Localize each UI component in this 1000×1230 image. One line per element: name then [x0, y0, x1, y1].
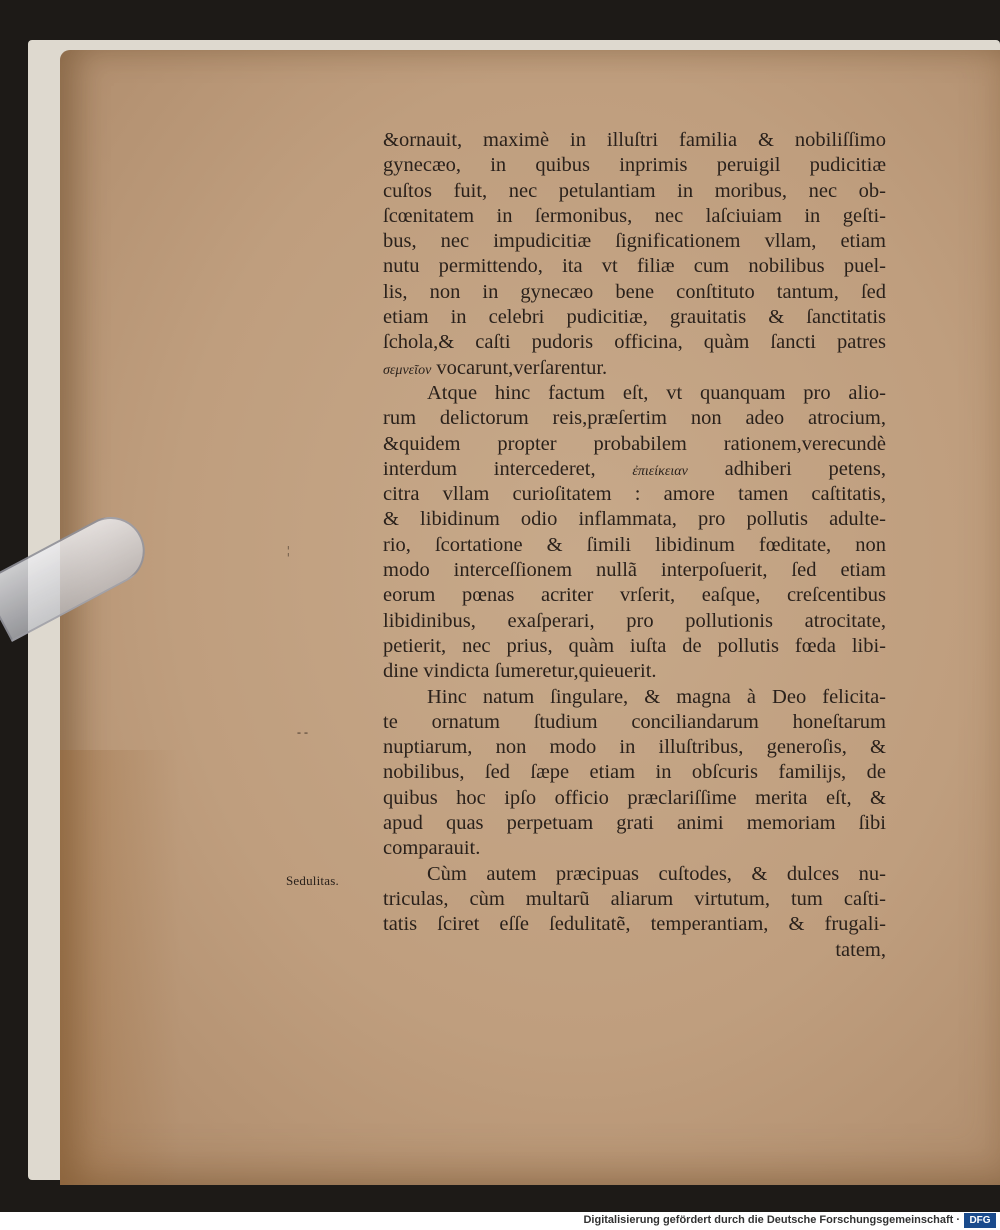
text-line: rio, ſcortatione & ſimili libidinum fœditate, non: [383, 533, 886, 556]
footer-credit: Digitalisierung gefördert durch die Deutsche Forschungsgemeinschaft ·: [583, 1214, 960, 1226]
text-line: nutu permittendo, ita vt filiæ cum nobilibus puel-: [383, 255, 886, 278]
text-line: libidinibus, exaſperari, pro pollutionis atrocitate,: [383, 609, 886, 632]
body-text: [383, 128, 886, 963]
dfg-logo: DFG: [964, 1213, 996, 1228]
text-line: eorum pœnas acriter vrſerit, eaſque, creſcentibus: [383, 584, 886, 607]
text-line: tatis ſciret eſſe ſedulitatẽ, temperantiam, & frugali-: [383, 913, 886, 936]
text-line: dine vindicta ſumeretur,quieuerit.: [383, 660, 657, 683]
text-line: te ornatum ſtudium conciliandarum honeſtarum: [383, 710, 886, 733]
text-line: modo interceſſionem nullã interpoſuerit, ſed etiam: [383, 559, 886, 582]
margin-mark: ¦: [287, 543, 290, 557]
text-line: &ornauit, maximè in illuſtri familia & nobiliſſimo: [383, 129, 886, 151]
text-line: citra vllam curioſitatem : amore tamen caſtitatis,: [383, 483, 886, 506]
greek-word: ἐπιείκειαν: [632, 463, 688, 479]
text-line: apud quas perpetuam grati animi memoriam ſibi: [383, 812, 886, 835]
text-fragment: adhiberi petens,: [724, 457, 886, 480]
text-line: ſcœnitatem in ſermonibus, nec laſciuiam in geſti-: [383, 204, 886, 227]
text-line: cuſtos fuit, nec petulantiam in moribus, nec ob-: [383, 179, 886, 202]
margin-mark: - -: [297, 725, 308, 739]
greek-word: σεμνεῖον: [383, 362, 432, 378]
text-line: comparauit.: [383, 837, 481, 860]
text-line: Cùm autem præcipuas cuſtodes, & dulces nu-: [427, 862, 886, 885]
text-line: rum delictorum reis,præſertim non adeo atrocium,: [383, 407, 886, 430]
text-fragment: vocarunt,verſarentur.: [436, 356, 608, 379]
text-line: ſchola,& caſti pudoris officina, quàm ſancti patres: [383, 331, 886, 354]
text-line: gynecæo, in quibus inprimis peruigil pudicitiæ: [383, 154, 886, 177]
text-line: [383, 356, 886, 381]
text-line: [383, 457, 886, 482]
text-line: &quidem propter probabilem rationem,verecundè: [383, 432, 886, 455]
text-line: Hinc natum ſingulare, & magna à Deo felicita-: [427, 685, 886, 708]
text-fragment: interdum intercederet,: [383, 457, 596, 480]
text-line: petierit, nec prius, quàm iuſta de pollutis fœda libi-: [383, 634, 886, 657]
text-line: quibus hoc ipſo officio præclariſſime merita eſt, &: [383, 786, 886, 809]
catchword: tatem,: [835, 938, 886, 961]
text-line: triculas, cùm multarũ aliarum virtutum, tum caſti-: [383, 887, 886, 910]
text-line: nobilibus, ſed ſæpe etiam in obſcuris familijs, de: [383, 761, 886, 784]
text-line: Atque hinc factum eſt, vt quanquam pro alio-: [427, 381, 886, 404]
text-line: lis, non in gynecæo bene conſtituto tantum, ſed: [383, 280, 886, 303]
text-line: bus, nec impudicitiæ ſignificationem vllam, etiam: [383, 230, 886, 253]
margin-note: Sedulitas.: [286, 873, 339, 888]
text-line: nuptiarum, non modo in illuſtribus, generoſis, &: [383, 736, 886, 759]
text-line: etiam in celebri pudicitiæ, grauitatis & ſanctitatis: [383, 306, 886, 329]
footer-bar: [0, 1212, 1000, 1230]
page-stain: [60, 750, 180, 1185]
text-line: & libidinum odio inflammata, pro pollutis adulte-: [383, 508, 886, 531]
